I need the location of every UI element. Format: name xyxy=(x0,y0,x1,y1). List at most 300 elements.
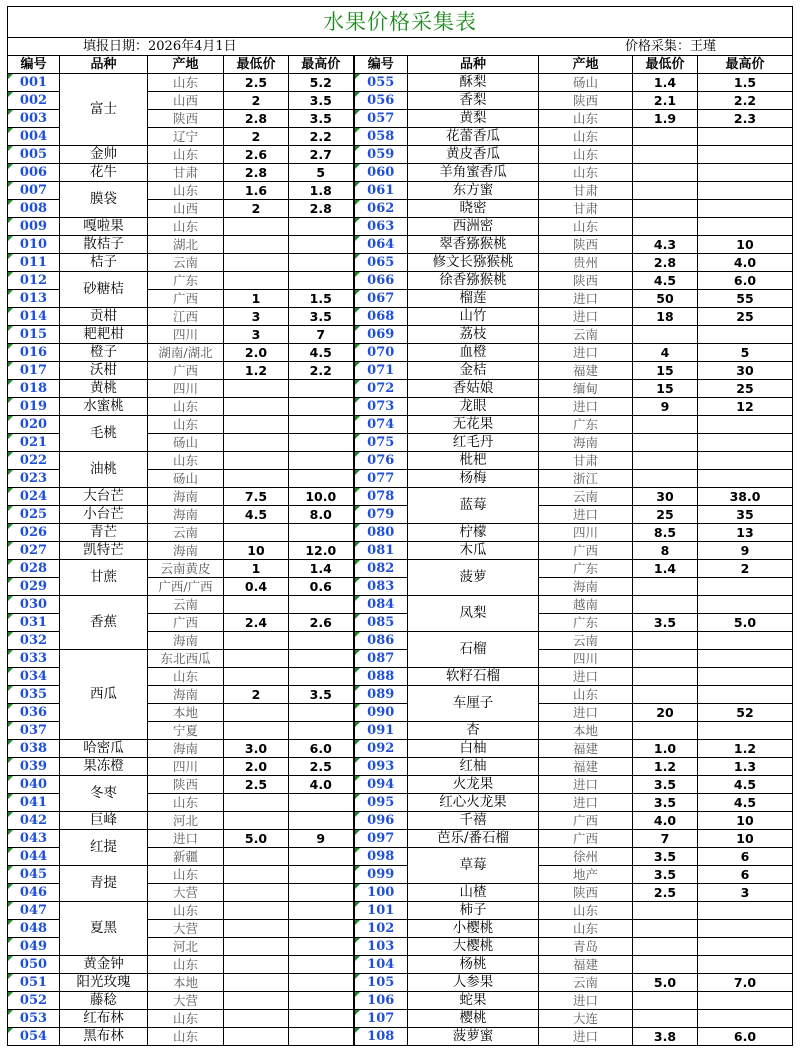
max-price xyxy=(289,992,354,1010)
variety-name: 香梨 xyxy=(408,92,539,110)
origin: 甘肃 xyxy=(148,164,224,182)
origin: 山东 xyxy=(148,146,224,164)
min-price xyxy=(633,668,698,686)
item-id: 063 xyxy=(354,218,408,236)
item-id: 051 xyxy=(8,974,60,992)
max-price: 5 xyxy=(698,344,793,362)
variety-name: 蛇果 xyxy=(408,992,539,1010)
min-price xyxy=(633,632,698,650)
min-price xyxy=(224,848,289,866)
variety-name: 杨桃 xyxy=(408,956,539,974)
origin: 云南 xyxy=(148,596,224,614)
variety-name: 膜袋 xyxy=(60,182,148,218)
min-price xyxy=(633,596,698,614)
origin: 广东 xyxy=(539,416,633,434)
variety-name: 巨峰 xyxy=(60,812,148,830)
min-price: 2.4 xyxy=(224,614,289,632)
min-price: 3.5 xyxy=(633,794,698,812)
min-price xyxy=(633,452,698,470)
item-id: 101 xyxy=(354,902,408,920)
item-id: 057 xyxy=(354,110,408,128)
max-price: 35 xyxy=(698,506,793,524)
origin: 广西 xyxy=(539,830,633,848)
variety-name: 柠檬 xyxy=(408,524,539,542)
header-id: 编号 xyxy=(8,56,60,74)
origin: 甘肃 xyxy=(539,452,633,470)
item-id: 003 xyxy=(8,110,60,128)
variety-name: 黑布林 xyxy=(60,1028,148,1046)
header-high: 最高价 xyxy=(289,56,354,74)
max-price: 9 xyxy=(289,830,354,848)
item-id: 038 xyxy=(8,740,60,758)
table-row xyxy=(8,506,793,524)
item-id: 077 xyxy=(354,470,408,488)
variety-name: 青提 xyxy=(60,866,148,902)
min-price xyxy=(224,668,289,686)
header-origin: 产地 xyxy=(539,56,633,74)
item-id: 066 xyxy=(354,272,408,290)
max-price: 38.0 xyxy=(698,488,793,506)
item-id: 067 xyxy=(354,290,408,308)
origin: 山东 xyxy=(148,668,224,686)
min-price xyxy=(224,416,289,434)
origin: 四川 xyxy=(148,758,224,776)
variety-name: 果冻橙 xyxy=(60,758,148,776)
variety-name: 小台芒 xyxy=(60,506,148,524)
max-price: 9 xyxy=(698,542,793,560)
origin: 进口 xyxy=(539,308,633,326)
origin: 进口 xyxy=(539,290,633,308)
origin: 进口 xyxy=(539,992,633,1010)
min-price xyxy=(224,380,289,398)
max-price: 4.5 xyxy=(289,344,354,362)
max-price: 52 xyxy=(698,704,793,722)
variety-name: 血橙 xyxy=(408,344,539,362)
variety-name: 红心火龙果 xyxy=(408,794,539,812)
max-price: 2.5 xyxy=(289,758,354,776)
variety-name: 菠萝 xyxy=(408,560,539,596)
min-price xyxy=(224,992,289,1010)
min-price xyxy=(633,200,698,218)
min-price: 2 xyxy=(224,128,289,146)
table-body xyxy=(8,74,793,1046)
item-id: 060 xyxy=(354,164,408,182)
item-id: 082 xyxy=(354,560,408,578)
min-price: 7 xyxy=(633,830,698,848)
max-price xyxy=(698,686,793,704)
origin: 四川 xyxy=(148,326,224,344)
item-id: 075 xyxy=(354,434,408,452)
max-price xyxy=(698,200,793,218)
min-price xyxy=(224,884,289,902)
variety-name: 凯特芒 xyxy=(60,542,148,560)
max-price: 25 xyxy=(698,308,793,326)
table-row xyxy=(8,380,793,398)
max-price: 4.5 xyxy=(698,776,793,794)
item-id: 076 xyxy=(354,452,408,470)
origin: 四川 xyxy=(148,380,224,398)
origin: 广西 xyxy=(148,614,224,632)
origin: 山东 xyxy=(148,74,224,92)
min-price xyxy=(224,218,289,236)
item-id: 052 xyxy=(8,992,60,1010)
origin: 福建 xyxy=(539,956,633,974)
origin: 山东 xyxy=(539,146,633,164)
max-price xyxy=(698,578,793,596)
variety-name: 千禧 xyxy=(408,812,539,830)
min-price xyxy=(224,272,289,290)
item-id: 021 xyxy=(8,434,60,452)
max-price xyxy=(698,434,793,452)
item-id: 035 xyxy=(8,686,60,704)
origin: 本地 xyxy=(539,722,633,740)
table-row xyxy=(8,218,793,236)
max-price: 6 xyxy=(698,866,793,884)
min-price xyxy=(224,596,289,614)
variety-name: 荔枝 xyxy=(408,326,539,344)
variety-name: 菠萝蜜 xyxy=(408,1028,539,1046)
variety-name: 樱桃 xyxy=(408,1010,539,1028)
item-id: 056 xyxy=(354,92,408,110)
variety-name: 耙耙柑 xyxy=(60,326,148,344)
max-price xyxy=(289,668,354,686)
variety-name: 羊角蜜香瓜 xyxy=(408,164,539,182)
max-price xyxy=(698,650,793,668)
variety-name: 香姑娘 xyxy=(408,380,539,398)
max-price xyxy=(289,650,354,668)
max-price xyxy=(698,956,793,974)
item-id: 050 xyxy=(8,956,60,974)
min-price xyxy=(633,722,698,740)
min-price xyxy=(633,920,698,938)
origin: 砀山 xyxy=(148,434,224,452)
min-price: 3.5 xyxy=(633,776,698,794)
origin: 陕西 xyxy=(148,110,224,128)
origin: 山东 xyxy=(539,218,633,236)
min-price: 2.0 xyxy=(224,344,289,362)
min-price xyxy=(633,128,698,146)
item-id: 080 xyxy=(354,524,408,542)
min-price: 3.5 xyxy=(633,848,698,866)
min-price xyxy=(224,956,289,974)
item-id: 018 xyxy=(8,380,60,398)
max-price: 2.7 xyxy=(289,146,354,164)
collector xyxy=(625,38,716,55)
origin: 广东 xyxy=(539,614,633,632)
min-price: 2 xyxy=(224,92,289,110)
origin: 砀山 xyxy=(148,470,224,488)
max-price: 1.5 xyxy=(698,74,793,92)
origin: 大营 xyxy=(148,992,224,1010)
max-price: 6.0 xyxy=(698,272,793,290)
max-price: 55 xyxy=(698,290,793,308)
item-id: 024 xyxy=(8,488,60,506)
item-id: 069 xyxy=(354,326,408,344)
item-id: 012 xyxy=(8,272,60,290)
max-price: 2.3 xyxy=(698,110,793,128)
variety-name: 酥梨 xyxy=(408,74,539,92)
variety-name: 柿子 xyxy=(408,902,539,920)
item-id: 098 xyxy=(354,848,408,866)
variety-name: 徐香猕猴桃 xyxy=(408,272,539,290)
header-origin: 产地 xyxy=(148,56,224,74)
min-price: 9 xyxy=(633,398,698,416)
info-row xyxy=(8,38,793,56)
min-price xyxy=(224,650,289,668)
origin: 广西 xyxy=(148,362,224,380)
min-price: 4 xyxy=(633,344,698,362)
min-price: 3.5 xyxy=(633,866,698,884)
origin: 越南 xyxy=(539,596,633,614)
item-id: 055 xyxy=(354,74,408,92)
origin: 河北 xyxy=(148,812,224,830)
item-id: 028 xyxy=(8,560,60,578)
origin: 青岛 xyxy=(539,938,633,956)
origin: 进口 xyxy=(539,704,633,722)
item-id: 045 xyxy=(8,866,60,884)
origin: 福建 xyxy=(539,362,633,380)
variety-name: 山竹 xyxy=(408,308,539,326)
item-id: 048 xyxy=(8,920,60,938)
min-price xyxy=(224,704,289,722)
origin: 山东 xyxy=(148,902,224,920)
variety-name: 桔子 xyxy=(60,254,148,272)
variety-name: 夏黑 xyxy=(60,902,148,956)
min-price: 1.9 xyxy=(633,110,698,128)
item-id: 037 xyxy=(8,722,60,740)
variety-name: 贡柑 xyxy=(60,308,148,326)
origin: 广西/广西 xyxy=(148,578,224,596)
origin: 浙江 xyxy=(539,470,633,488)
origin: 贵州 xyxy=(539,254,633,272)
fill-date xyxy=(83,38,237,55)
header-low: 最低价 xyxy=(633,56,698,74)
variety-name: 石榴 xyxy=(408,632,539,668)
origin: 山东 xyxy=(148,218,224,236)
item-id: 006 xyxy=(8,164,60,182)
table-row xyxy=(8,326,793,344)
item-id: 064 xyxy=(354,236,408,254)
min-price xyxy=(633,992,698,1010)
table-row xyxy=(8,992,793,1010)
min-price xyxy=(224,938,289,956)
min-price: 2.8 xyxy=(633,254,698,272)
max-price: 1.4 xyxy=(289,560,354,578)
variety-name: 芭乐/番石榴 xyxy=(408,830,539,848)
origin: 海南 xyxy=(148,740,224,758)
variety-name: 山楂 xyxy=(408,884,539,902)
item-id: 070 xyxy=(354,344,408,362)
header-variety: 品种 xyxy=(408,56,539,74)
variety-name: 红柚 xyxy=(408,758,539,776)
variety-name: 大樱桃 xyxy=(408,938,539,956)
variety-name: 哈密瓜 xyxy=(60,740,148,758)
item-id: 014 xyxy=(8,308,60,326)
min-price xyxy=(633,164,698,182)
origin: 山东 xyxy=(148,794,224,812)
variety-name: 大台芒 xyxy=(60,488,148,506)
variety-name: 花蕾香瓜 xyxy=(408,128,539,146)
min-price xyxy=(633,902,698,920)
min-price xyxy=(633,1010,698,1028)
variety-name: 橙子 xyxy=(60,344,148,362)
item-id: 001 xyxy=(8,74,60,92)
item-id: 010 xyxy=(8,236,60,254)
max-price: 12 xyxy=(698,398,793,416)
min-price: 4.5 xyxy=(224,506,289,524)
max-price xyxy=(289,398,354,416)
variety-name: 散桔子 xyxy=(60,236,148,254)
min-price xyxy=(633,146,698,164)
origin: 山东 xyxy=(539,920,633,938)
min-price: 2.1 xyxy=(633,92,698,110)
max-price xyxy=(289,848,354,866)
fill-date-value: 2026年4月1日 xyxy=(148,39,237,54)
item-id: 092 xyxy=(354,740,408,758)
origin: 进口 xyxy=(539,344,633,362)
table-row xyxy=(8,740,793,758)
origin: 山东 xyxy=(539,902,633,920)
header-variety: 品种 xyxy=(60,56,148,74)
sheet-title: 水果价格采集表 xyxy=(8,7,793,38)
max-price xyxy=(289,254,354,272)
item-id: 031 xyxy=(8,614,60,632)
origin: 大营 xyxy=(148,884,224,902)
origin: 东北西瓜 xyxy=(148,650,224,668)
item-id: 107 xyxy=(354,1010,408,1028)
origin: 海南 xyxy=(148,488,224,506)
variety-name: 红提 xyxy=(60,830,148,866)
max-price: 13 xyxy=(698,524,793,542)
item-id: 095 xyxy=(354,794,408,812)
origin: 陕西 xyxy=(539,236,633,254)
variety-name: 金桔 xyxy=(408,362,539,380)
table-row xyxy=(8,1028,793,1046)
table-row xyxy=(8,812,793,830)
table-row xyxy=(8,758,793,776)
min-price: 3.0 xyxy=(224,740,289,758)
origin: 甘肃 xyxy=(539,200,633,218)
origin: 砀山 xyxy=(539,74,633,92)
variety-name: 水蜜桃 xyxy=(60,398,148,416)
min-price: 15 xyxy=(633,380,698,398)
max-price xyxy=(289,722,354,740)
item-id: 002 xyxy=(8,92,60,110)
item-id: 108 xyxy=(354,1028,408,1046)
origin: 海南 xyxy=(148,686,224,704)
max-price xyxy=(289,596,354,614)
item-id: 059 xyxy=(354,146,408,164)
item-id: 049 xyxy=(8,938,60,956)
table-row xyxy=(8,146,793,164)
min-price xyxy=(224,1010,289,1028)
table-row xyxy=(8,416,793,434)
item-id: 083 xyxy=(354,578,408,596)
max-price: 6.0 xyxy=(698,1028,793,1046)
max-price: 0.6 xyxy=(289,578,354,596)
max-price xyxy=(289,704,354,722)
item-id: 074 xyxy=(354,416,408,434)
item-id: 073 xyxy=(354,398,408,416)
item-id: 008 xyxy=(8,200,60,218)
min-price xyxy=(224,470,289,488)
item-id: 096 xyxy=(354,812,408,830)
item-id: 089 xyxy=(354,686,408,704)
table-row xyxy=(8,902,793,920)
item-id: 039 xyxy=(8,758,60,776)
min-price xyxy=(633,434,698,452)
table-row xyxy=(8,776,793,794)
max-price: 3.5 xyxy=(289,686,354,704)
max-price xyxy=(289,218,354,236)
table-row xyxy=(8,182,793,200)
min-price xyxy=(224,632,289,650)
min-price xyxy=(224,1028,289,1046)
max-price: 4.0 xyxy=(289,776,354,794)
max-price: 25 xyxy=(698,380,793,398)
item-id: 041 xyxy=(8,794,60,812)
min-price: 3.5 xyxy=(633,614,698,632)
max-price xyxy=(698,128,793,146)
origin: 广西 xyxy=(539,812,633,830)
variety-name: 花牛 xyxy=(60,164,148,182)
item-id: 016 xyxy=(8,344,60,362)
max-price xyxy=(289,1010,354,1028)
max-price: 30 xyxy=(698,362,793,380)
variety-name: 软籽石榴 xyxy=(408,668,539,686)
table-row xyxy=(8,596,793,614)
item-id: 100 xyxy=(354,884,408,902)
max-price xyxy=(698,452,793,470)
max-price: 7.0 xyxy=(698,974,793,992)
max-price: 2 xyxy=(698,560,793,578)
item-id: 061 xyxy=(354,182,408,200)
min-price xyxy=(224,812,289,830)
origin: 云南 xyxy=(539,326,633,344)
origin: 福建 xyxy=(539,740,633,758)
max-price: 4.0 xyxy=(698,254,793,272)
min-price: 10 xyxy=(224,542,289,560)
origin: 广西 xyxy=(148,290,224,308)
max-price: 5.2 xyxy=(289,74,354,92)
table-row xyxy=(8,488,793,506)
max-price xyxy=(289,524,354,542)
min-price: 7.5 xyxy=(224,488,289,506)
origin: 海南 xyxy=(148,632,224,650)
item-id: 029 xyxy=(8,578,60,596)
origin: 进口 xyxy=(539,1028,633,1046)
item-id: 084 xyxy=(354,596,408,614)
origin: 山东 xyxy=(148,182,224,200)
item-id: 062 xyxy=(354,200,408,218)
origin: 进口 xyxy=(539,794,633,812)
variety-name: 西洲密 xyxy=(408,218,539,236)
variety-name: 龙眼 xyxy=(408,398,539,416)
item-id: 034 xyxy=(8,668,60,686)
item-id: 022 xyxy=(8,452,60,470)
item-id: 032 xyxy=(8,632,60,650)
item-id: 088 xyxy=(354,668,408,686)
origin: 山东 xyxy=(148,452,224,470)
table-row xyxy=(8,524,793,542)
max-price: 1.8 xyxy=(289,182,354,200)
min-price: 5.0 xyxy=(633,974,698,992)
max-price xyxy=(289,452,354,470)
price-table xyxy=(7,6,793,1046)
variety-name: 冬枣 xyxy=(60,776,148,812)
item-id: 091 xyxy=(354,722,408,740)
header-high: 最高价 xyxy=(698,56,793,74)
